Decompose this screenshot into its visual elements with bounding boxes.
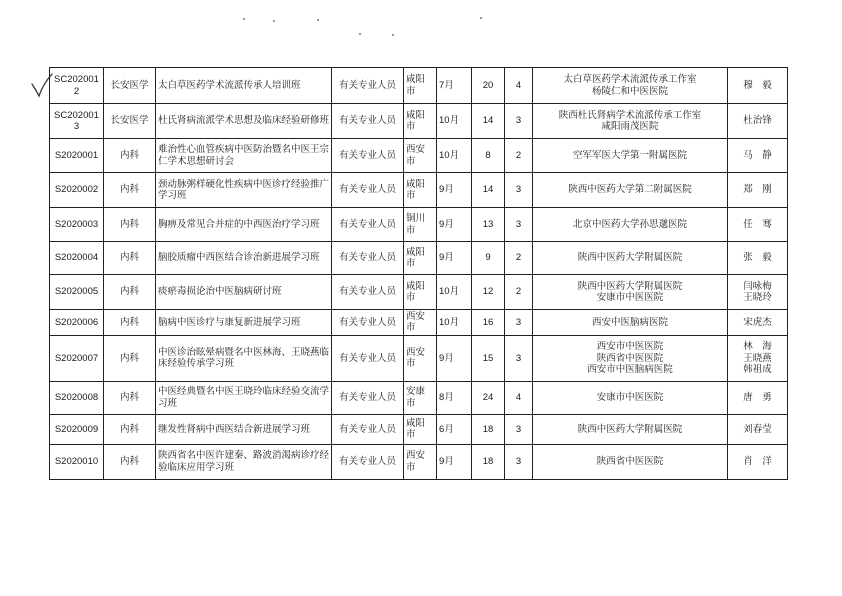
row-month: 9月: [437, 242, 472, 275]
row-code: SC2020012: [50, 68, 104, 104]
table-row: [50, 68, 788, 104]
row-target-audience: 有关专业人员: [332, 173, 404, 208]
row-code: S2020007: [50, 335, 104, 381]
organizing-unit: 杨陵仁和中医医院: [591, 85, 668, 97]
project-leader: 刘春莹: [743, 423, 772, 435]
organizing-unit: 陕西中医药大学第二附属医院: [568, 184, 692, 196]
row-code: S2020010: [50, 444, 104, 479]
row-code: S2020009: [50, 414, 104, 444]
row-month: 9月: [437, 444, 472, 479]
row-organizing-units: [533, 208, 728, 242]
row-department: 内科: [104, 414, 156, 444]
row-course-name: 中医经典暨名中医王晓玲临床经验交流学习班: [156, 381, 332, 414]
row-target-audience: 有关专业人员: [332, 208, 404, 242]
row-month: 9月: [437, 335, 472, 381]
row-department: 长安医学: [104, 68, 156, 104]
row-project-leaders: [728, 242, 788, 275]
organizing-unit: 陕西杜氏肾病学术流派传承工作室: [558, 109, 702, 121]
organizing-unit: 陕西中医药大学附属医院: [577, 252, 683, 264]
row-location: 安康市: [404, 381, 437, 414]
row-location: 咸阳市: [404, 173, 437, 208]
row-location: 咸阳市: [404, 275, 437, 310]
row-month: 8月: [437, 381, 472, 414]
row-month: 7月: [437, 68, 472, 104]
row-target-audience: 有关专业人员: [332, 104, 404, 139]
row-target-audience: 有关专业人员: [332, 444, 404, 479]
row-days: 16: [472, 310, 505, 336]
project-leader: 马 静: [743, 149, 772, 161]
row-course-name: 颈动脉粥样硬化性疾病中医诊疗经验推广学习班: [156, 173, 332, 208]
row-target-audience: 有关专业人员: [332, 242, 404, 275]
organizing-unit: 西安市中医脑病医院: [587, 363, 673, 375]
row-month: 10月: [437, 275, 472, 310]
organizing-unit: 西安中医脑病医院: [591, 316, 668, 328]
organizing-unit: 安康市中医医院: [596, 392, 664, 404]
row-days: 20: [472, 68, 505, 104]
project-leader: 王晓玲: [743, 292, 772, 303]
organizing-unit: 陕西省中医医院: [596, 352, 664, 364]
table-row: [50, 335, 788, 381]
project-leader: 唐 勇: [743, 392, 772, 404]
row-project-leaders: [728, 208, 788, 242]
row-target-audience: 有关专业人员: [332, 275, 404, 310]
row-code: S2020003: [50, 208, 104, 242]
row-department: 内科: [104, 208, 156, 242]
row-credits: 3: [505, 173, 533, 208]
row-days: 15: [472, 335, 505, 381]
project-leader: 林 海: [743, 341, 772, 353]
row-location: 铜川市: [404, 208, 437, 242]
table-row: [50, 444, 788, 479]
row-project-leaders: [728, 104, 788, 139]
row-days: 9: [472, 242, 505, 275]
organizing-unit: 北京中医药大学孙思邈医院: [572, 218, 687, 230]
row-project-leaders: [728, 68, 788, 104]
row-course-name: 太白草医药学术流派传承人培训班: [156, 68, 332, 104]
table-row: [50, 381, 788, 414]
row-course-name: 杜氏肾病流派学术思想及临床经验研修班: [156, 104, 332, 139]
row-department: 内科: [104, 444, 156, 479]
row-target-audience: 有关专业人员: [332, 381, 404, 414]
row-credits: 3: [505, 208, 533, 242]
organizing-unit: 西安市中医医院: [596, 341, 664, 353]
row-organizing-units: [533, 414, 728, 444]
table-row: [50, 242, 788, 275]
row-course-name: 陕西省名中医许建秦、路波消渴病诊疗经验临床应用学习班: [156, 444, 332, 479]
row-code: S2020006: [50, 310, 104, 336]
project-leader: 韩祖成: [743, 363, 772, 375]
row-code: S2020002: [50, 173, 104, 208]
table-row: [50, 208, 788, 242]
course-table: [49, 67, 788, 480]
organizing-unit: 空军军医大学第一附属医院: [572, 149, 687, 161]
row-location: 西安市: [404, 335, 437, 381]
row-department: 内科: [104, 275, 156, 310]
project-leader: 王晓燕: [743, 352, 772, 364]
row-organizing-units: [533, 310, 728, 336]
row-days: 18: [472, 444, 505, 479]
row-credits: 4: [505, 381, 533, 414]
row-location: 西安市: [404, 310, 437, 336]
row-target-audience: 有关专业人员: [332, 414, 404, 444]
row-code: S2020004: [50, 242, 104, 275]
project-leader: 闫咏梅: [743, 280, 772, 292]
row-code: S2020008: [50, 381, 104, 414]
table-row: [50, 310, 788, 336]
row-course-name: 胸痹及常见合并症的中西医治疗学习班: [156, 208, 332, 242]
row-month: 10月: [437, 310, 472, 336]
row-target-audience: 有关专业人员: [332, 68, 404, 104]
row-course-name: 脑胶质瘤中西医结合诊治新进展学习班: [156, 242, 332, 275]
row-month: 10月: [437, 104, 472, 139]
row-month: 6月: [437, 414, 472, 444]
row-days: 12: [472, 275, 505, 310]
row-location: 咸阳市: [404, 68, 437, 104]
project-leader: 穆 毅: [743, 79, 772, 91]
project-leader: 郑 刚: [743, 184, 772, 196]
row-days: 13: [472, 208, 505, 242]
row-credits: 4: [505, 68, 533, 104]
row-credits: 2: [505, 242, 533, 275]
row-location: 西安市: [404, 139, 437, 173]
row-location: 咸阳市: [404, 242, 437, 275]
row-project-leaders: [728, 139, 788, 173]
organizing-unit: 咸阳雨茂医院: [601, 121, 659, 132]
row-target-audience: 有关专业人员: [332, 310, 404, 336]
row-project-leaders: [728, 335, 788, 381]
organizing-unit: 陕西中医药大学附属医院: [577, 280, 683, 292]
project-leader: 任 骞: [743, 218, 772, 230]
table-row: [50, 414, 788, 444]
row-department: 内科: [104, 381, 156, 414]
row-project-leaders: [728, 275, 788, 310]
row-credits: 2: [505, 139, 533, 173]
row-code: S2020001: [50, 139, 104, 173]
organizing-unit: 陕西中医药大学附属医院: [577, 423, 683, 435]
row-days: 18: [472, 414, 505, 444]
row-organizing-units: [533, 173, 728, 208]
row-organizing-units: [533, 242, 728, 275]
row-credits: 3: [505, 310, 533, 336]
organizing-unit: 安康市中医医院: [596, 292, 664, 303]
row-course-name: 中医诊治眩晕病暨名中医林海、王晓燕临床经验传承学习班: [156, 335, 332, 381]
row-project-leaders: [728, 414, 788, 444]
row-course-name: 脑病中医诊疗与康复新进展学习班: [156, 310, 332, 336]
row-credits: 3: [505, 104, 533, 139]
row-course-name: 痰瘀毒损论治中医脑病研讨班: [156, 275, 332, 310]
row-organizing-units: [533, 139, 728, 173]
row-department: 内科: [104, 242, 156, 275]
row-project-leaders: [728, 381, 788, 414]
row-month: 9月: [437, 173, 472, 208]
scan-specks: [0, 0, 842, 60]
table-row: [50, 275, 788, 310]
row-days: 14: [472, 173, 505, 208]
row-location: 咸阳市: [404, 104, 437, 139]
table-row: [50, 173, 788, 208]
row-organizing-units: [533, 275, 728, 310]
row-course-name: 继发性肾病中西医结合新进展学习班: [156, 414, 332, 444]
row-organizing-units: [533, 335, 728, 381]
row-organizing-units: [533, 68, 728, 104]
row-project-leaders: [728, 310, 788, 336]
row-department: 长安医学: [104, 104, 156, 139]
row-days: 24: [472, 381, 505, 414]
row-credits: 3: [505, 444, 533, 479]
row-organizing-units: [533, 381, 728, 414]
row-department: 内科: [104, 173, 156, 208]
row-organizing-units: [533, 444, 728, 479]
row-month: 9月: [437, 208, 472, 242]
row-month: 10月: [437, 139, 472, 173]
row-project-leaders: [728, 444, 788, 479]
project-leader: 宋虎杰: [743, 316, 772, 328]
row-credits: 3: [505, 414, 533, 444]
row-location: 咸阳市: [404, 414, 437, 444]
project-leader: 张 毅: [743, 252, 772, 264]
row-target-audience: 有关专业人员: [332, 139, 404, 173]
row-days: 8: [472, 139, 505, 173]
table-row: [50, 104, 788, 139]
table-row: [50, 139, 788, 173]
row-location: 西安市: [404, 444, 437, 479]
row-days: 14: [472, 104, 505, 139]
row-credits: 3: [505, 335, 533, 381]
organizing-unit: 太白草医药学术流派传承工作室: [563, 74, 697, 86]
row-department: 内科: [104, 139, 156, 173]
row-project-leaders: [728, 173, 788, 208]
row-course-name: 难治性心血管疾病中医防治暨名中医王宗仁学术思想研讨会: [156, 139, 332, 173]
row-department: 内科: [104, 335, 156, 381]
row-credits: 2: [505, 275, 533, 310]
row-target-audience: 有关专业人员: [332, 335, 404, 381]
organizing-unit: 陕西省中医医院: [596, 456, 664, 468]
row-code: SC2020013: [50, 104, 104, 139]
row-department: 内科: [104, 310, 156, 336]
row-code: S2020005: [50, 275, 104, 310]
row-organizing-units: [533, 104, 728, 139]
project-leader: 杜治锋: [743, 115, 772, 127]
project-leader: 肖 洋: [743, 456, 772, 468]
